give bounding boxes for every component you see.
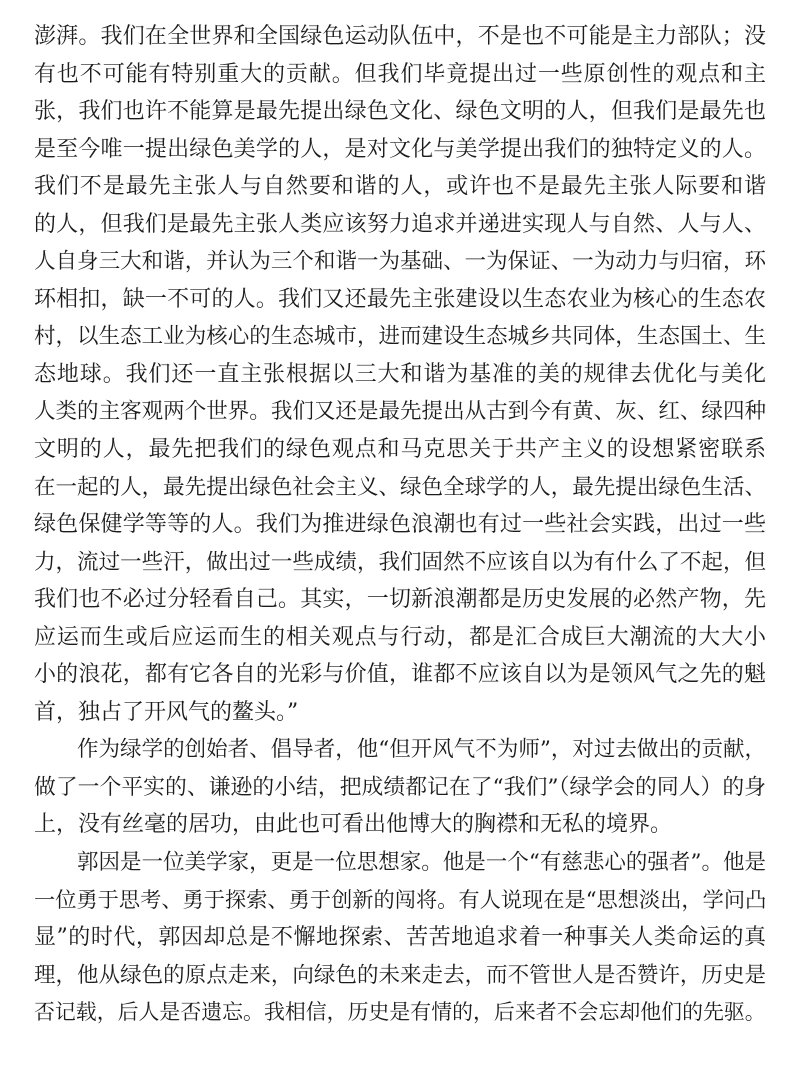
text-line: 作为绿学的创始者、倡导者，他“但开风气不为师”，对过去做出的贡献， [34, 737, 766, 763]
text-line: 力，流过一些汗，做出过一些成绩，我们固然不应该自以为有什么了不起，但 [34, 549, 766, 575]
text-line: 小的浪花，都有它各自的光彩与价值，谁都不应该自以为是领风气之先的魁 [34, 662, 766, 688]
text-line: 文明的人，最先把我们的绿色观点和马克思关于共产主义的设想紧密联系 [34, 437, 766, 463]
paragraph [34, 844, 766, 1032]
text-line: 做了一个平实的、谦逊的小结，把成绩都记在了“我们”（绿学会的同人）的身 [34, 774, 766, 800]
text-line: 应运而生或后应运而生的相关观点与行动，都是汇合成巨大潮流的大大小 [34, 624, 766, 650]
text-line: 澎湃。我们在全世界和全国绿色运动队伍中，不是也不可能是主力部队；没 [34, 24, 766, 49]
text-line: 我们不是最先主张人与自然要和谐的人，或许也不是最先主张人际要和谐 [34, 174, 766, 200]
text-line: 否记载，后人是否遗忘。我相信，历史是有情的，后来者不会忘却他们的先驱。 [34, 1000, 766, 1025]
paragraph [34, 731, 766, 844]
text-line: 村，以生态工业为核心的生态城市，进而建设生态城乡共同体，生态国土、生 [34, 324, 766, 350]
text-line: 是至今唯一提出绿色美学的人，是对文化与美学提出我们的独特定义的人。 [34, 136, 766, 162]
text-line: 绿色保健学等等的人。我们为推进绿色浪潮也有过一些社会实践，出过一些 [34, 512, 766, 538]
text-line: 的人，但我们是最先主张人类应该努力追求并递进实现人与自然、人与人、 [34, 211, 766, 237]
text-line: 人类的主客观两个世界。我们又还是最先提出从古到今有黄、灰、红、绿四种 [34, 399, 766, 425]
text-line: 郭因是一位美学家，更是一位思想家。他是一个“有慈悲心的强者”。他是 [34, 850, 766, 876]
text-line: 上，没有丝毫的居功，由此也可看出他博大的胸襟和无私的境界。 [34, 812, 673, 838]
text-line: 张，我们也许不能算是最先提出绿色文化、绿色文明的人，但我们是最先也 [34, 99, 766, 125]
text-line: 在一起的人，最先提出绿色社会主义、绿色全球学的人，最先提出绿色生活、 [34, 474, 766, 500]
text-line: 我们也不必过分轻看自己。其实，一切新浪潮都是历史发展的必然产物，先 [34, 587, 766, 613]
text-line: 一位勇于思考、勇于探索、勇于创新的闯将。有人说现在是“思想淡出，学问凸 [34, 887, 767, 913]
text-line: 首，独占了开风气的鳌头。” [34, 699, 299, 725]
body-text [34, 18, 766, 1032]
text-line: 人自身三大和谐，并认为三个和谐一为基础、一为保证、一为动力与归宿，环 [34, 249, 766, 275]
text-line: 环相扣，缺一不可的人。我们又还最先主张建设以生态农业为核心的生态农 [34, 286, 766, 312]
text-line: 显”的时代，郭因却总是不懈地探索、苦苦地追求着一种事关人类命运的真 [34, 925, 766, 951]
text-line: 理，他从绿色的原点走来，向绿色的未来走去，而不管世人是否赞许，历史是 [34, 962, 766, 988]
text-line: 态地球。我们还一直主张根据以三大和谐为基准的美的规律去优化与美化 [34, 361, 766, 387]
text-line: 有也不可能有特别重大的贡献。但我们毕竟提出过一些原创性的观点和主 [34, 61, 766, 87]
paragraph [34, 18, 766, 731]
